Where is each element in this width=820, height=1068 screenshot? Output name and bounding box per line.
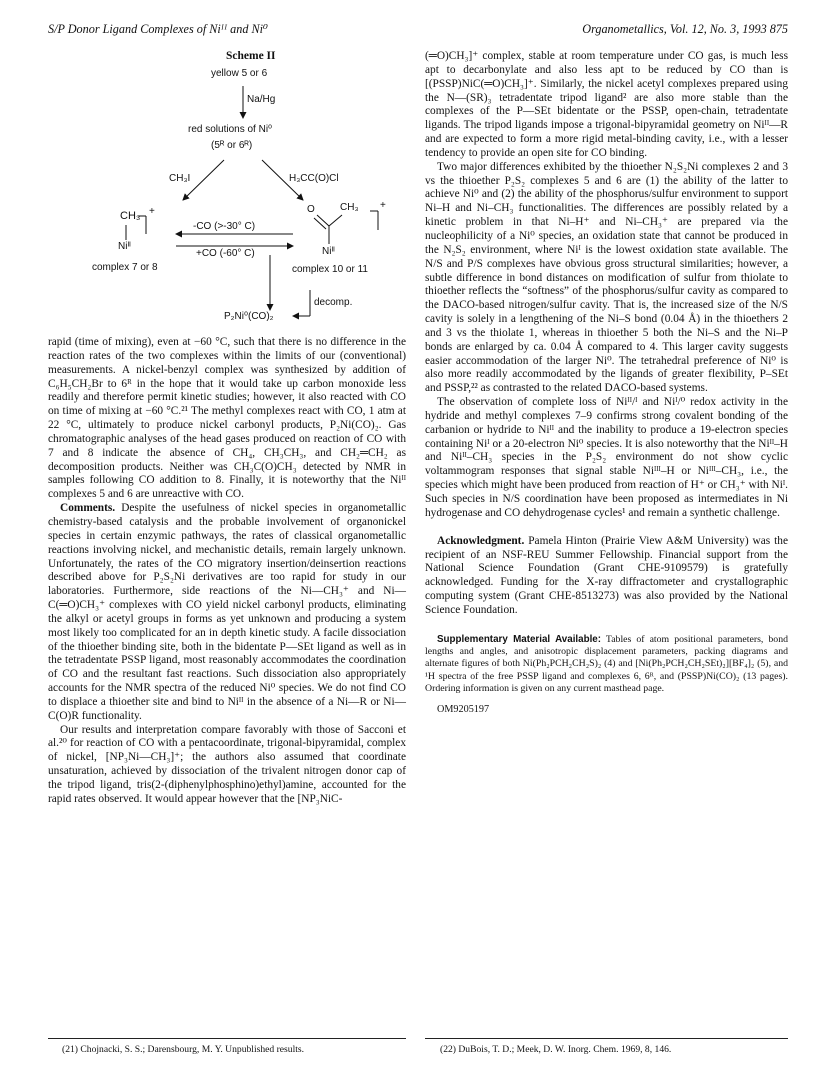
right-complex-oxygen: O: [307, 204, 315, 215]
comments-text: Despite the usefulness of nickel species in organometallic chemistry-based catalysis and the probable involvement of organonickel species in certain enzymic pathways, the rates of classical organometallic reactions involving nickel, and mechanistic details, remain largely unknown. Unfortunately, the rates of the CO migratory insertion/deinsertion reactions described above for P₂S₂Ni derivatives are too rapid for study in our laboratories. Furthermore, side reactions of the Ni—CH₃⁺ and Ni—C(═O)CH₃⁺ complexes with CO yield nickel carbonyl products, eliminating the alkyl or acetyl groups in forms as yet unknown and producing a system most likely too complicated for an in depth kinetic study. A facile dissociation of the thioether binding site, both in the bidentate P—SEt ligand as well as in the tetradentate PSSP ligand, most reasonably accommodates the coordination of CO and the resultant fast reactions. Such dissociation also appropriately accounts for the NMR spectra of the reduced Ni⁰ species. We do not find CO to displace a thioether site and bind to Niᴵᴵ in the absence of a Ni—R or Ni—C(O)R functionality.: [48, 502, 406, 722]
supplementary-material: [425, 634, 788, 695]
supplementary-heading: Supplementary Material Available:: [437, 633, 602, 645]
journal-citation: Organometallics, Vol. 12, No. 3, 1993 875: [582, 22, 788, 36]
footnote-22: (22) DuBois, T. D.; Meek, D. W. Inorg. Chem. 1969, 8, 146.: [440, 1044, 672, 1055]
comments-heading: Comments.: [60, 502, 116, 515]
arrow-label-decarbonylation: -CO (>-30° C): [193, 221, 256, 232]
arrow-label-carbonylation: +CO (-60° C): [196, 248, 255, 259]
acknowledgment-text: Pamela Hinton (Prairie View A&M University) was the recipient of an NSF-REU Summer Fellowship. Financial support from the National Science Foundation (Grant CHE-9109579) is gratefully acknowledged. Funding for the X-ray diffractometer and crystallographic computing system (Grant CHE-8513273) was also provided by the National Science Foundation.: [425, 534, 788, 616]
paragraph-sacconi: Our results and interpretation compare favorably with those of Sacconi et al.²⁰ for reaction of CO with a pentacoordinate, trigonal-bipyramidal, complex of nickel, [NP₃Ni—CH₃]⁺; the authors also assumed that coordinate unsaturation, achieved by dissociation of the trivalent nitrogen donor cap of the tripod ligand, tris(2-(diphenylphosphino)ethyl)amine, accounted for the rapid rates observed. It would appear however that the [NP₃NiC-: [48, 723, 406, 805]
right-complex-group: CH₃: [340, 202, 359, 213]
left-column: [48, 336, 406, 807]
scheme-reagent-acetyl: H₃CC(O)Cl: [289, 173, 339, 184]
right-column: [425, 50, 788, 717]
left-complex-label: complex 7 or 8: [92, 262, 158, 273]
acyl-bond-ch3: [329, 215, 342, 226]
scheme-arrows: [48, 48, 408, 333]
running-header: [48, 22, 788, 38]
footnote-rule-right: [425, 1038, 788, 1039]
acknowledgment-heading: Acknowledgment.: [437, 534, 525, 547]
footnote-rule-left: [48, 1038, 406, 1039]
scheme-intermediate-species: (5ᴿ or 6ᴿ): [211, 140, 253, 151]
acknowledgment: [425, 535, 788, 618]
manuscript-id: OM9205197: [437, 704, 490, 716]
scheme-start: yellow 5 or 6: [211, 68, 268, 79]
left-complex-charge: +: [149, 206, 155, 217]
right-complex-metal: Niᴵᴵ: [322, 246, 335, 257]
left-complex-metal: Niᴵᴵ: [118, 241, 131, 252]
right-complex-charge: +: [380, 200, 386, 211]
running-title: S/P Donor Ligand Complexes of Niᴵᴵ and Ni⁰: [48, 22, 268, 36]
scheme-product: P₂Ni⁰(CO)₂: [224, 311, 274, 322]
reaction-scheme: [48, 48, 408, 333]
decomp-label: decomp.: [314, 297, 353, 308]
paragraph-differences: Two major differences exhibited by the thioether N₂S₂Ni complexes 2 and 3 vs the thioether P₂S₂ complexes 5 and 6 are (1) the ability of the latter to achieve Ni⁰ and (2) the ability of the phosphorus/sulfur environment to support Ni–H and Ni–CH₃ functionalities. The differences are possibly related by a kinetic problem in that Ni–H⁺ and Ni–CH₃⁺ are prepared via the nucleophilicity of a Ni⁰ species, an oxidation state that cannot be produced in the N₂S₂ environment, where Niᴵ is the lowest oxidation state available. The N/S and P/S complexes have obvious gross structural similarities; however, a subtle difference in bond distances on modification of sulfur from thiolate to thioether reflects the “softness” of the phosphorus/sulfur cavity as compared to the DACO-based nitrogen/sulfur cavity. That is, the increased size of the N/S cavity is solely in a lengthening of the Ni–S bond (0.04 Å) in the thioethers 2 and 3 vs the thiolate 1, whereas in thioether 5 both the Ni–S and the Ni–P bonds are enlarged by ca. 0.04 Å compared to 4. This larger cavity suggests easier accommodation of the larger Ni⁰. The tetrahedral preference of Ni⁰ is also more readily accommodated by the ligands of greater flexibility, P–SEt and PSSP,²² as contrasted to the related DACO-based systems.: [425, 160, 788, 395]
paragraph-redox: The observation of complete loss of Niᴵᴵ/ᴵ and Niᴵ/⁰ redox activity in the hydride and methyl complexes 7–9 confirms strong covalent bonding of the carbanion or hydride to Niᴵᴵ and the inability to produce a 19-electron species containing Niᴵ or a 20-electron Ni⁰ species. It is also noteworthy that the Niᴵᴵ–H and Niᴵᴵ–CH₃ species in the P₂S₂ environment do not show cyclic voltammogram responses that signal stable Niᴵᴵᴵ–H or Niᴵᴵᴵ–CH₃, i.e., the species which might have been produced from reaction of H⁺ or CH₃⁺ with Niᴵ. Such species in N/S coordination have been proposed as intermediates in Ni hydrogenase and CO dehydrogenase cycles¹ and remain a synthetic challenge.: [425, 396, 788, 519]
acyl-bond-o2: [314, 218, 326, 229]
paragraph-kinetics: rapid (time of mixing), even at −60 °C, such that there is no difference in the reaction rates of the two complexes within the limits of our (conventional) measurements. A nickel-benzyl complex was synthesized by addition of C₆H₅CH₂Br to 6ᴿ in the hope that it would take up carbon monoxide less readily and therefore permit kinetic studies; however, it also reacted with CO on time of mixing at −60 °C.²¹ The methyl complexes react with CO, 1 atm at 22 °C, ultimately to produce nickel carbonyl products, P₂Ni(CO)₂. Gas chromatographic analyses of the head gases produced on reaction of CO with 7 and 8 indicate the absence of CH₄, CH₃CH₃, and CH₂═CH₂ as decomposition products. Neither was CH₃C(O)CH₃ detected by NMR in samples following CO addition to 8. Finally, it is noteworthy that the Niᴵᴵ complexes 5 and 6 are unreactive with CO.: [48, 336, 406, 501]
scheme-intermediate: red solutions of Ni⁰: [188, 124, 273, 135]
footnote-21: (21) Chojnacki, S. S.; Darensbourg, M. Y. Unpublished results.: [62, 1044, 305, 1055]
right-complex-label: complex 10 or 11: [292, 264, 368, 275]
paragraph-acetyl-stability: (═O)CH₃]⁺ complex, stable at room temperature under CO gas, is much less apt to decarbonylate and also less apt to be reduced by CO than is [(PSSP)NiC(═O)CH₃]⁺. Similarly, the nickel acetyl complexes prepared using the N—(SR)₃ tetradentate tripod ligand² are also more stable than the complexes of the P—SEt bidentate or the PSSP, open-chain, tetradentate ligands. The tripod ligands impose a trigonal-bipyramidal geometry on Niᴵᴵ—R and are expected to form a more rigid metal-binding cavity, i.e., with a lesser tendency to provide an open site for CO binding.: [425, 50, 788, 159]
left-complex-group: CH₃: [120, 210, 141, 222]
supplementary-text: Tables of atom positional parameters, bond lengths and angles, and anisotropic displacement parameters, packing diagrams and alternate figures of both Ni(Ph₂PCH₂CH₂S)₂ (4) and [Ni(Ph₂PCH₂CH₂SEt)₂][BF₄]₂ (5), and ¹H spectra of the free PSSP ligand and complexes 6, 6ᴿ, and (PSSP)Ni(CO)₂ (13 pages). Ordering information is given on any current masthead page.: [425, 633, 788, 694]
paragraph-comments: [48, 502, 406, 724]
acyl-bond-o: [317, 215, 329, 226]
scheme-reagent-reduction: Na/Hg: [247, 94, 276, 105]
scheme-reagent-methyl: CH₃I: [169, 173, 191, 184]
scheme-title: Scheme II: [226, 50, 276, 62]
